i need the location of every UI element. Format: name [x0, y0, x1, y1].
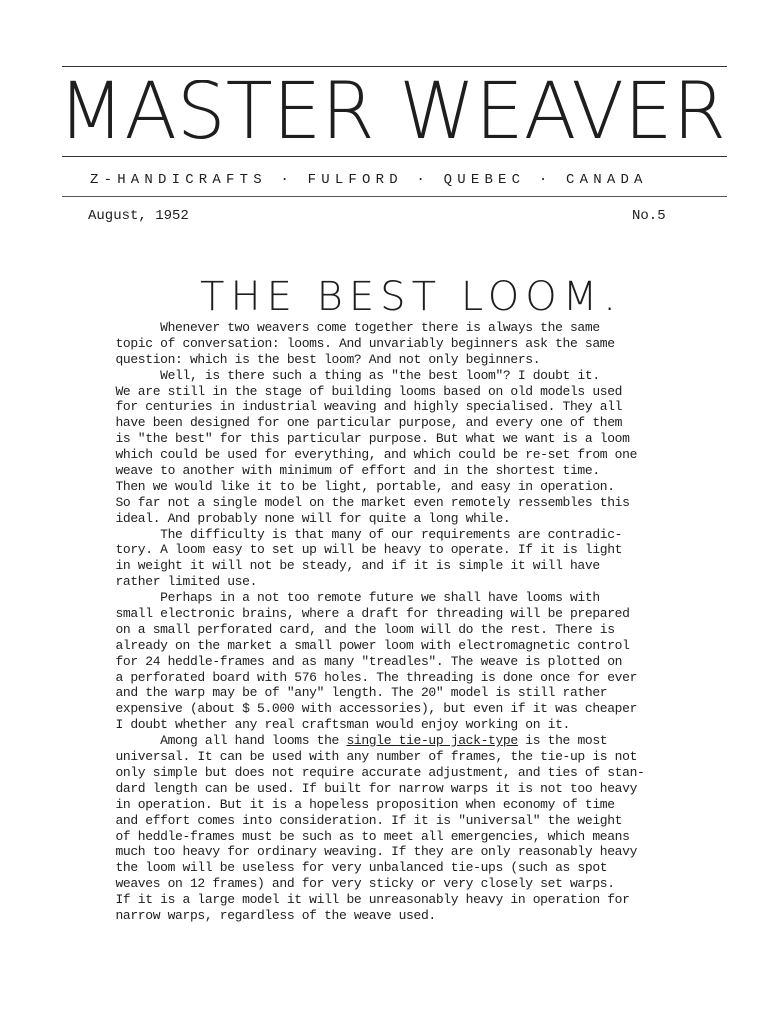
article-line: weave to another with minimum of effort and in the shortest time. — [108, 463, 600, 479]
article-line: for 24 heddle-frames and as many "treadles". The weave is plotted on — [108, 653, 623, 669]
article-line: which could be used for everything, and which could be re-set from one — [108, 447, 638, 463]
article-line: and the warp may be of "any" length. The 20" model is still rather — [108, 685, 608, 701]
article-line: for centuries in industrial weaving and highly specialised. They all — [108, 399, 623, 415]
article-line: topic of conversation: looms. And unvariably beginners ask the same — [108, 335, 615, 351]
article-line: ideal. And probably none will for quite a long while. — [108, 510, 511, 526]
article-line: only simple but does not require accurate adjustment, and ties of stan- — [108, 764, 645, 780]
article-line: weaves on 12 frames) and for very sticky or very closely set warps. — [108, 876, 615, 892]
article-line: universal. It can be used with any number of frames, the tie-up is not — [108, 749, 638, 765]
article-line: Whenever two weavers come together there is always the same — [108, 320, 600, 335]
article-line: small electronic brains, where a draft for threading will be prepared — [108, 606, 630, 622]
article-line: We are still in the stage of building looms based on old models used — [108, 383, 623, 399]
article-line: If it is a large model it will be unreasonably heavy in operation for — [108, 892, 630, 908]
article-line: have been designed for one particular purpose, and every one of them — [108, 415, 623, 431]
article-line: of heddle-frames must be such as to meet all emergencies, which means — [108, 828, 630, 844]
article-line: the loom will be useless for very unbalanced tie-ups (such as spot — [108, 860, 608, 876]
publisher-rule — [62, 196, 727, 197]
svg-text:MASTER WEAVER: MASTER WEAVER — [58, 80, 726, 142]
article-line: The difficulty is that many of our requirements are contradic- — [108, 526, 623, 542]
article-line: narrow warps, regardless of the weave used. — [108, 907, 436, 923]
article-line: tory. A loom easy to set up will be heavy to operate. If it is light — [108, 542, 623, 558]
issue-number: No.5 — [632, 208, 666, 224]
masthead-top-rule — [62, 66, 727, 67]
article-line: much too heavy for ordinary weaving. If they are only reasonably heavy — [108, 844, 638, 860]
article-line: question: which is the best loom? And not only beginners. — [108, 351, 541, 367]
masthead-bottom-rule — [62, 156, 727, 157]
article-title — [200, 272, 620, 314]
publisher-line: Z-HANDICRAFTS · FULFORD · QUEBEC · CANADA — [90, 172, 648, 188]
article-line: So far not a single model on the market even remotely ressembles this — [108, 494, 630, 510]
masthead-title — [58, 80, 728, 142]
svg-text:THE BEST LOOM.: THE BEST LOOM. — [200, 274, 616, 314]
issue-date: August, 1952 — [88, 208, 189, 224]
article-line: expensive (about $ 5.000 with accessories), but even if it was cheaper — [108, 701, 638, 717]
article-line: dard length can be used. If built for narrow warps it is not too heavy — [108, 780, 638, 796]
article-line: Perhaps in a not too remote future we shall have looms with — [108, 590, 600, 606]
article-line: in operation. But it is a hopeless proposition when economy of time — [108, 796, 615, 812]
article-line: is "the best" for this particular purpose. But what we want is a loom — [108, 431, 630, 447]
article-line: Well, is there such a thing as "the best loom"? I doubt it. — [108, 367, 600, 383]
article-line: and effort comes into consideration. If it is "universal" the weight — [108, 812, 623, 828]
article-body — [108, 320, 708, 924]
article-line: Then we would like it to be light, portable, and easy in operation. — [108, 478, 615, 494]
article-line: Among all hand looms the single tie-up jack-type is the most — [108, 733, 608, 749]
article-line: on a small perforated card, and the loom will do the rest. There is — [108, 621, 615, 637]
article-line: a perforated board with 576 holes. The threading is done once for ever — [108, 669, 638, 685]
article-line: rather limited use. — [108, 574, 258, 590]
article-line: already on the market a small power loom with electromagnetic control — [108, 637, 630, 653]
article-line: in weight it will not be steady, and if it is simple it will have — [108, 558, 600, 574]
article-line: I doubt whether any real craftsman would enjoy working on it. — [108, 717, 570, 733]
